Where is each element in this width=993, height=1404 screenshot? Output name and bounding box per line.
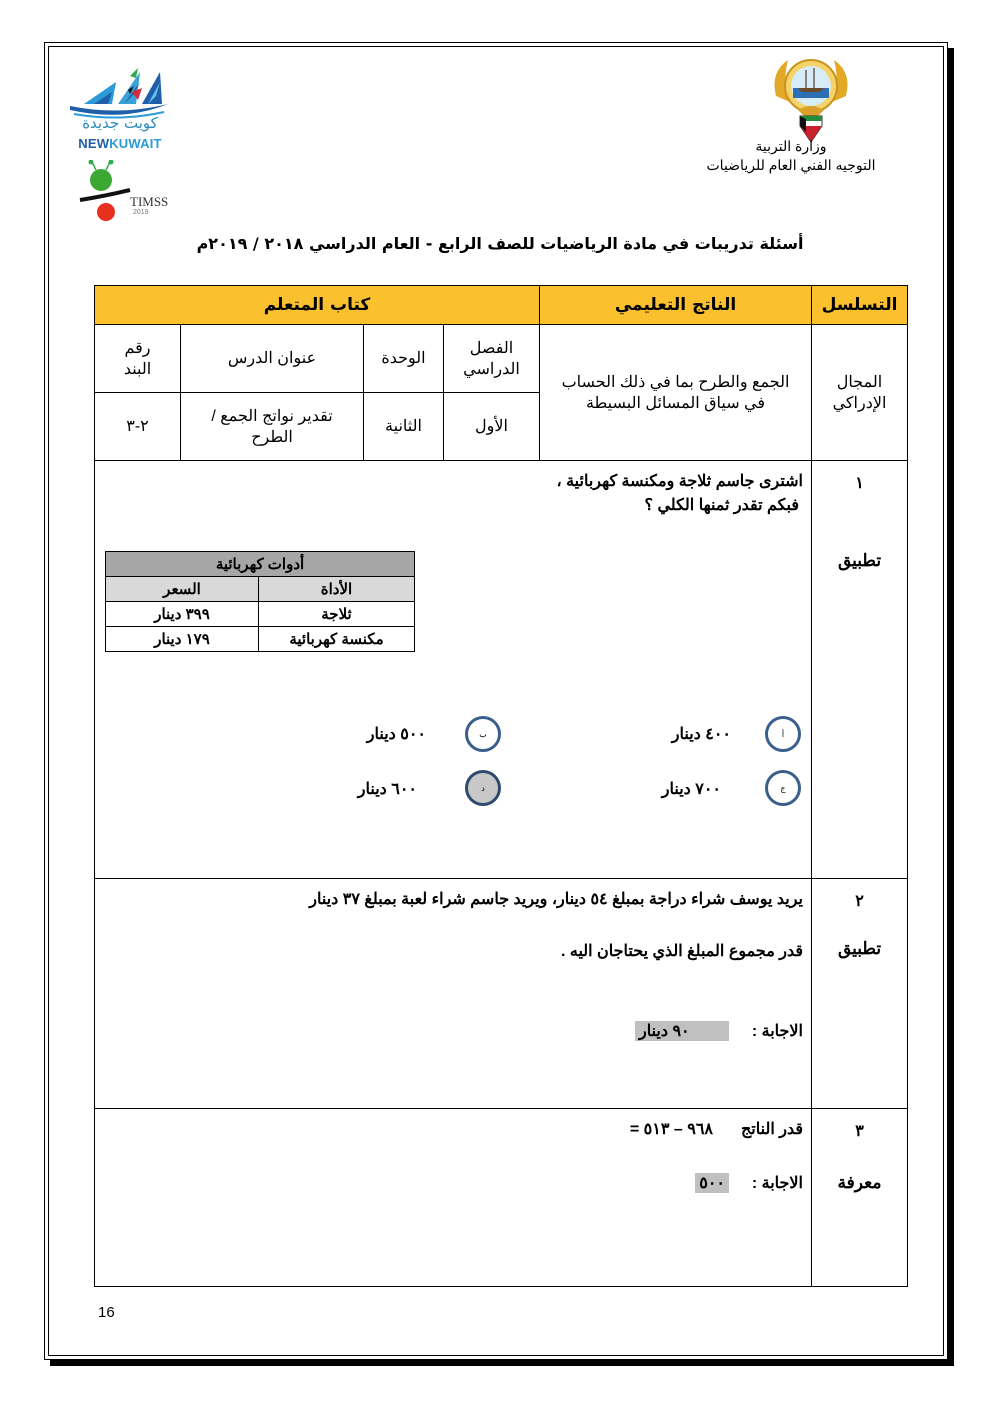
answer-label: الاجابة :	[751, 1175, 803, 1192]
timss-year: 2019	[133, 209, 149, 216]
unit-value: الثانية	[364, 393, 444, 461]
option-b-radio[interactable]: ب	[465, 716, 501, 752]
question-text-line2: قدر مجموع المبلغ الذي يحتاجان اليه .	[560, 943, 803, 960]
question-text-line1: اشترى جاسم ثلاجة ومكنسة كهربائية ،	[556, 473, 803, 490]
answer-value: ٩٠ دينار	[635, 1021, 729, 1041]
table-row	[106, 627, 415, 652]
lesson-title-value: تقدير نواتج الجمع / الطرح	[181, 393, 364, 461]
question-number: ١	[855, 475, 864, 492]
option-d-radio-selected[interactable]: د	[465, 770, 501, 806]
column-header-price: السعر	[106, 577, 259, 602]
question-2-meta	[812, 879, 908, 1109]
option-b-text: ٥٠٠ دينار	[366, 726, 426, 743]
question-row-3	[95, 1109, 908, 1287]
question-expression: ٩٦٨ – ٥١٣ =	[629, 1121, 713, 1138]
question-level: تطبيق	[837, 551, 882, 570]
header-learning-outcome: الناتج التعليمي	[540, 286, 812, 325]
ministry-name: وزارة التربية	[755, 138, 827, 154]
lesson-title-label: عنوان الدرس	[181, 325, 364, 393]
appliance-price-table	[105, 551, 415, 652]
price-cell: ٣٩٩ دينار	[106, 602, 259, 627]
option-a-text: ٤٠٠ دينار	[671, 726, 731, 743]
question-text-label: قدر الناتج	[740, 1121, 803, 1138]
option-a-radio[interactable]: أ	[765, 716, 801, 752]
question-1-meta	[812, 461, 908, 879]
question-row-1	[95, 461, 908, 879]
kuwait-emblem-icon	[768, 52, 854, 148]
item-number-label: رقم البند	[95, 325, 181, 393]
question-level: تطبيق	[837, 939, 882, 958]
option-c-radio[interactable]: ج	[765, 770, 801, 806]
question-number: ٢	[855, 893, 864, 910]
column-header-item: الأداة	[259, 577, 415, 602]
semester-label: الفصل الدراسي	[444, 325, 540, 393]
answer-label: الاجابة :	[751, 1023, 803, 1040]
question-3-meta	[812, 1109, 908, 1287]
page-title: أسئلة تدريبات في مادة الرياضيات للصف الرابع - العام الدراسي ٢٠١٨ / ٢٠١٩م	[196, 234, 804, 253]
question-level: معرفة	[837, 1173, 882, 1192]
timss-logo-icon	[76, 160, 186, 222]
option-c-text: ٧٠٠ دينار	[661, 781, 721, 798]
item-cell: ثلاجة	[259, 602, 415, 627]
question-text-line2: فبكم تقدر ثمنها الكلي ؟	[644, 497, 799, 514]
learning-outcome-text: الجمع والطرح بما في ذلك الحساب في سياق المسائل البسيطة	[540, 325, 812, 461]
new-kuwait-arabic-wordmark: كويت جديدة	[82, 114, 158, 132]
header-sequence: التسلسل	[812, 286, 908, 325]
timss-wordmark: TIMSS	[130, 194, 169, 209]
appliance-table-title: أدوات كهربائية	[106, 552, 415, 577]
semester-value: الأول	[444, 393, 540, 461]
question-row-2	[95, 879, 908, 1109]
item-number-value: ٢-٣	[95, 393, 181, 461]
page-number: 16	[98, 1304, 115, 1321]
item-cell: مكنسة كهربائية	[259, 627, 415, 652]
header-student-book: كتاب المتعلم	[95, 286, 540, 325]
ministry-heading	[681, 137, 901, 175]
question-1-body	[95, 461, 812, 879]
answer-value: ٥٠٠	[695, 1173, 729, 1193]
question-2-body	[95, 879, 812, 1109]
cognitive-domain-label: المجال الإدراكي	[812, 325, 908, 461]
question-3-body	[95, 1109, 812, 1287]
question-text-line1: يريد يوسف شراء دراجة بمبلغ ٥٤ دينار، ويريد جاسم شراء لعبة بمبلغ ٣٧ دينار	[309, 891, 803, 908]
question-number: ٣	[855, 1123, 864, 1140]
new-kuwait-latin-wordmark: NEWKUWAIT	[78, 136, 162, 151]
price-cell: ١٧٩ دينار	[106, 627, 259, 652]
department-name: التوجيه الفني العام للرياضيات	[706, 157, 876, 173]
option-d-text: ٦٠٠ دينار	[357, 781, 417, 798]
table-row	[106, 602, 415, 627]
unit-label: الوحدة	[364, 325, 444, 393]
questions-table	[94, 285, 908, 1287]
